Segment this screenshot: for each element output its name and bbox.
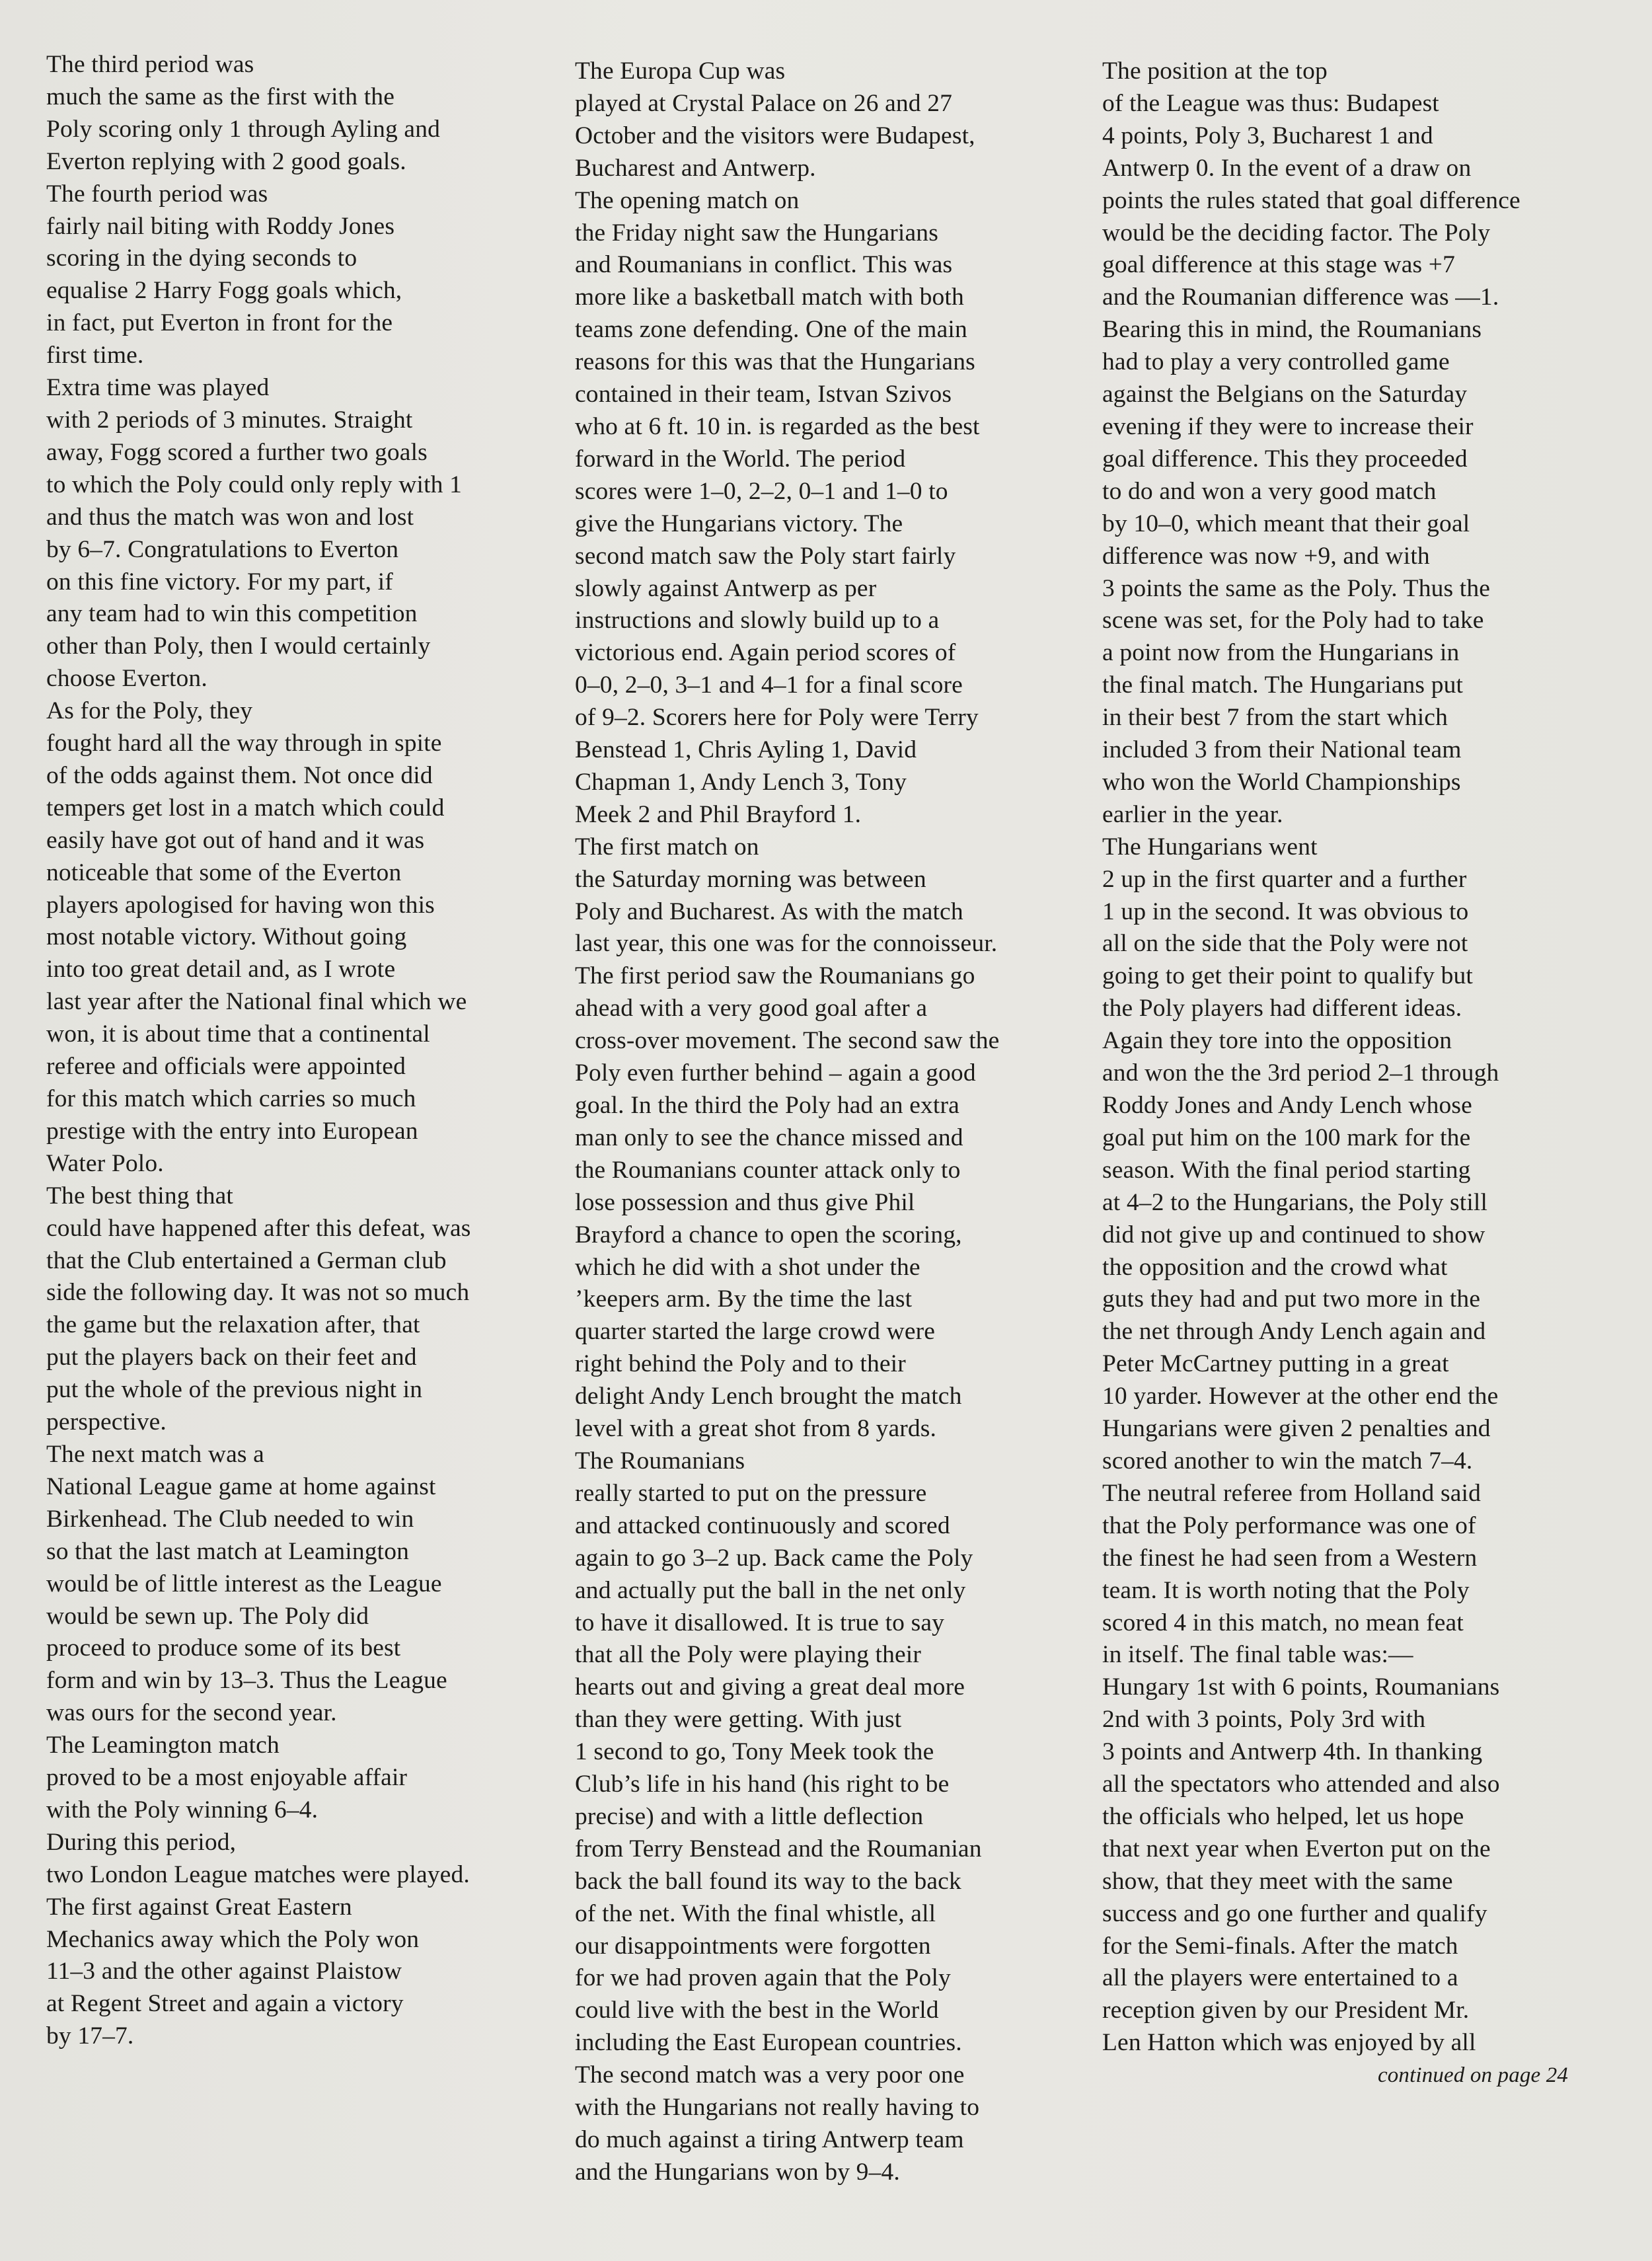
text-line: The first against Great Eastern xyxy=(46,1893,352,1921)
text-line: easily have got out of hand and it was xyxy=(46,826,425,854)
text-line: to do and won a very good match xyxy=(1102,477,1437,505)
text-line: for we had proven again that the Poly xyxy=(575,1964,951,1992)
text-line: The Leamington match xyxy=(46,1732,280,1759)
text-line: give the Hungarians victory. The xyxy=(575,510,903,537)
text-line: The Roumanians xyxy=(575,1447,745,1475)
text-line: scoring in the dying seconds to xyxy=(46,245,357,272)
article-column-1 xyxy=(46,49,548,2053)
text-line: 11–3 and the other against Plaistow xyxy=(46,1958,402,1985)
text-line: cross-over movement. The second saw the xyxy=(575,1027,1000,1055)
text-line: of 9–2. Scorers here for Poly were Terry xyxy=(575,704,979,732)
text-line: and actually put the ball in the net only xyxy=(575,1576,966,1604)
text-line: Hungarians were given 2 penalties and xyxy=(1102,1415,1491,1443)
text-line: Extra time was played xyxy=(46,374,270,402)
text-line: season. With the final period starting xyxy=(1102,1156,1471,1184)
text-line: to have it disallowed. It is true to say xyxy=(575,1609,945,1636)
text-line: last year, this one was for the connoisseur. xyxy=(575,930,998,958)
text-line: The best thing that xyxy=(46,1182,234,1209)
text-line: the Friday night saw the Hungarians xyxy=(575,219,938,247)
text-line: reasons for this was that the Hungarians xyxy=(575,348,975,376)
text-line: all the players were entertained to a xyxy=(1102,1964,1458,1992)
text-line: quarter started the large crowd were xyxy=(575,1318,936,1346)
text-line: Hungary 1st with 6 points, Roumanians xyxy=(1102,1673,1500,1701)
text-line: Bucharest and Antwerp. xyxy=(575,154,816,182)
text-line: man only to see the chance missed and xyxy=(575,1124,963,1151)
text-line: As for the Poly, they xyxy=(46,697,253,725)
text-line: than they were getting. With just xyxy=(575,1706,902,1734)
text-line: the final match. The Hungarians put xyxy=(1102,671,1464,699)
text-line: again to go 3–2 up. Back came the Poly xyxy=(575,1544,973,1572)
text-line: guts they had and put two more in the xyxy=(1102,1285,1481,1313)
text-line: 4 points, Poly 3, Bucharest 1 and xyxy=(1102,122,1433,149)
facing-page-edge xyxy=(1599,20,1652,2261)
text-line: Antwerp 0. In the event of a draw on xyxy=(1102,154,1472,182)
text-line: ahead with a very good goal after a xyxy=(575,995,928,1022)
text-line: would be of little interest as the League xyxy=(46,1570,442,1597)
text-line: instructions and slowly build up to a xyxy=(575,607,940,634)
text-line: from Terry Benstead and the Roumanian xyxy=(575,1835,982,1862)
text-line: into too great detail and, as I wrote xyxy=(46,956,396,983)
text-line: with the Poly winning 6–4. xyxy=(46,1796,319,1823)
text-line: National League game at home against xyxy=(46,1473,436,1500)
text-line: our disappointments were forgotten xyxy=(575,1932,931,1960)
text-line: two London League matches were played. xyxy=(46,1860,470,1888)
text-line: that all the Poly were playing their xyxy=(575,1641,922,1669)
text-line: prestige with the entry into European xyxy=(46,1117,418,1145)
text-line: against the Belgians on the Saturday xyxy=(1102,381,1468,408)
text-line: reception given by our President Mr. xyxy=(1102,1997,1470,2024)
text-line: During this period, xyxy=(46,1828,237,1856)
text-line: choose Everton. xyxy=(46,665,207,693)
text-line: Bearing this in mind, the Roumanians xyxy=(1102,316,1482,344)
text-line: the finest he had seen from a Western xyxy=(1102,1544,1478,1572)
text-line: Poly scoring only 1 through Ayling and xyxy=(46,115,440,143)
text-line: The position at the top xyxy=(1102,57,1328,85)
text-line: Poly and Bucharest. As with the match xyxy=(575,898,963,925)
text-line: difference was now +9, and with xyxy=(1102,542,1430,570)
text-line: all on the side that the Poly were not xyxy=(1102,930,1468,958)
text-line: perspective. xyxy=(46,1408,167,1436)
text-line: goal put him on the 100 mark for the xyxy=(1102,1124,1471,1151)
text-line: right behind the Poly and to their xyxy=(575,1350,906,1378)
text-line: and thus the match was won and lost xyxy=(46,503,414,531)
text-line: Water Polo. xyxy=(46,1149,164,1177)
text-line: earlier in the year. xyxy=(1102,800,1283,828)
text-line: goal difference at this stage was +7 xyxy=(1102,251,1456,279)
text-line: at Regent Street and again a victory xyxy=(46,1990,404,2018)
text-line: The first period saw the Roumanians go xyxy=(575,962,975,990)
text-line: of the odds against them. Not once did xyxy=(46,761,433,789)
text-line: really started to put on the pressure xyxy=(575,1479,927,1507)
text-line: for the Semi-finals. After the match xyxy=(1102,1932,1458,1960)
text-line: would be the deciding factor. The Poly xyxy=(1102,219,1491,247)
text-line: level with a great shot from 8 yards. xyxy=(575,1415,937,1443)
text-line: would be sewn up. The Poly did xyxy=(46,1602,369,1630)
text-line: could live with the best in the World xyxy=(575,1997,939,2024)
text-line: and attacked continuously and scored xyxy=(575,1512,950,1539)
text-line: 10 yarder. However at the other end the xyxy=(1102,1383,1499,1410)
text-line: fairly nail biting with Roddy Jones xyxy=(46,212,395,240)
text-line: and Roumanians in conflict. This was xyxy=(575,251,953,279)
text-line: The opening match on xyxy=(575,186,800,214)
text-line: The fourth period was xyxy=(46,180,268,208)
text-line: show, that they meet with the same xyxy=(1102,1867,1453,1895)
text-line: at 4–2 to the Hungarians, the Poly still xyxy=(1102,1188,1488,1216)
text-line: the officials who helped, let us hope xyxy=(1102,1802,1464,1830)
text-line: Everton replying with 2 good goals. xyxy=(46,147,406,175)
text-line: precise) and with a little deflection xyxy=(575,1802,924,1830)
text-line: Peter McCartney putting in a great xyxy=(1102,1350,1449,1378)
text-line: ’keepers arm. By the time the last xyxy=(575,1285,913,1313)
text-line: 2 up in the first quarter and a further xyxy=(1102,865,1467,893)
text-line: noticeable that some of the Everton xyxy=(46,859,402,886)
text-line: had to play a very controlled game xyxy=(1102,348,1450,376)
text-line: more like a basketball match with both xyxy=(575,284,964,311)
text-line: Club’s life in his hand (his right to be xyxy=(575,1771,950,1798)
text-line: so that the last match at Leamington xyxy=(46,1537,410,1565)
text-line: away, Fogg scored a further two goals xyxy=(46,438,428,466)
text-line: and the Hungarians won by 9–4. xyxy=(575,2158,900,2186)
text-line: success and go one further and qualify xyxy=(1102,1899,1487,1927)
text-line: Benstead 1, Chris Ayling 1, David xyxy=(575,736,917,764)
text-line: Meek 2 and Phil Brayford 1. xyxy=(575,800,862,828)
text-line: The third period was xyxy=(46,51,254,78)
text-line: 3 points and Antwerp 4th. In thanking xyxy=(1102,1738,1483,1766)
text-line: by 17–7. xyxy=(46,2022,134,2050)
text-line: form and win by 13–3. Thus the League xyxy=(46,1667,447,1695)
text-line: the Poly players had different ideas. xyxy=(1102,995,1462,1022)
text-line: delight Andy Lench brought the match xyxy=(575,1383,962,1410)
text-line: did not give up and continued to show xyxy=(1102,1221,1485,1248)
text-line: do much against a tiring Antwerp team xyxy=(575,2126,964,2153)
text-line: The neutral referee from Holland said xyxy=(1102,1479,1481,1507)
text-line: goal. In the third the Poly had an extra xyxy=(575,1092,959,1119)
text-line: with the Hungarians not really having to xyxy=(575,2094,980,2122)
text-line: put the whole of the previous night in xyxy=(46,1376,423,1404)
text-line: Roddy Jones and Andy Lench whose xyxy=(1102,1092,1472,1119)
text-line: who won the World Championships xyxy=(1102,768,1461,796)
text-line: the net through Andy Lench again and xyxy=(1102,1318,1486,1346)
text-line: equalise 2 Harry Fogg goals which, xyxy=(46,277,402,305)
text-line: and won the the 3rd period 2–1 through xyxy=(1102,1059,1499,1087)
text-line: 0–0, 2–0, 3–1 and 4–1 for a final score xyxy=(575,671,963,699)
text-line: tempers get lost in a match which could xyxy=(46,794,445,822)
text-line: team. It is worth noting that the Poly xyxy=(1102,1576,1470,1604)
text-line: scores were 1–0, 2–2, 0–1 and 1–0 to xyxy=(575,477,948,505)
text-line: the Roumanians counter attack only to xyxy=(575,1156,961,1184)
article-column-3 xyxy=(1102,56,1604,2092)
text-line: second match saw the Poly start fairly xyxy=(575,542,956,570)
text-line: all the spectators who attended and also xyxy=(1102,1771,1500,1798)
article-column-2 xyxy=(575,56,1084,2189)
text-line: 1 up in the second. It was obvious to xyxy=(1102,898,1469,925)
text-line: points the rules stated that goal difference xyxy=(1102,186,1521,214)
text-line: played at Crystal Palace on 26 and 27 xyxy=(575,89,953,117)
text-line: 1 second to go, Tony Meek took the xyxy=(575,1738,934,1766)
text-line: scored 4 in this match, no mean feat xyxy=(1102,1609,1464,1636)
text-line: of the net. With the final whistle, all xyxy=(575,1899,936,1927)
text-line: 3 points the same as the Poly. Thus the xyxy=(1102,574,1491,602)
text-line: and the Roumanian difference was —1. xyxy=(1102,284,1499,311)
text-line: forward in the World. The period xyxy=(575,445,906,473)
text-line: 2nd with 3 points, Poly 3rd with xyxy=(1102,1706,1426,1734)
text-line: scene was set, for the Poly had to take xyxy=(1102,607,1484,634)
text-line: The next match was a xyxy=(46,1440,264,1468)
text-line: side the following day. It was not so much xyxy=(46,1279,470,1307)
text-line: in itself. The final table was:— xyxy=(1102,1641,1413,1669)
text-line: back the ball found its way to the back xyxy=(575,1867,961,1895)
text-line: on this fine victory. For my part, if xyxy=(46,568,393,595)
text-line: Mechanics away which the Poly won xyxy=(46,1925,420,1953)
text-line: Birkenhead. The Club needed to win xyxy=(46,1505,414,1533)
text-line: was ours for the second year. xyxy=(46,1699,337,1727)
text-line: hearts out and giving a great deal more xyxy=(575,1673,965,1701)
text-line: The second match was a very poor one xyxy=(575,2061,965,2089)
text-line: proved to be a most enjoyable affair xyxy=(46,1764,408,1792)
text-line: including the East European countries. xyxy=(575,2029,962,2057)
text-line: other than Poly, then I would certainly xyxy=(46,632,431,660)
text-line: that the Club entertained a German club xyxy=(46,1246,447,1274)
text-line: teams zone defending. One of the main xyxy=(575,316,967,344)
text-line: Brayford a chance to open the scoring, xyxy=(575,1221,962,1248)
text-line: the game but the relaxation after, that xyxy=(46,1311,420,1339)
text-line: in their best 7 from the start which xyxy=(1102,704,1448,732)
text-line: in fact, put Everton in front for the xyxy=(46,309,393,337)
text-line: proceed to produce some of its best xyxy=(46,1634,401,1662)
text-line: Poly even further behind – again a good xyxy=(575,1059,976,1087)
text-line: the opposition and the crowd what xyxy=(1102,1253,1448,1281)
text-line: that next year when Everton put on the xyxy=(1102,1835,1491,1862)
text-line: Again they tore into the opposition xyxy=(1102,1027,1452,1055)
text-line: a point now from the Hungarians in xyxy=(1102,639,1460,667)
text-line: most notable victory. Without going xyxy=(46,923,407,951)
text-line: evening if they were to increase their xyxy=(1102,412,1474,440)
text-line: The Hungarians went xyxy=(1102,833,1318,861)
text-line: by 6–7. Congratulations to Everton xyxy=(46,535,399,563)
text-line: scored another to win the match 7–4. xyxy=(1102,1447,1473,1475)
text-line: victorious end. Again period scores of xyxy=(575,639,956,667)
continued-note: continued on page 24 xyxy=(1377,2063,1568,2088)
text-line: referee and officials were appointed xyxy=(46,1053,406,1081)
text-line: fought hard all the way through in spite xyxy=(46,730,442,757)
text-line: that the Poly performance was one of xyxy=(1102,1512,1476,1539)
text-line: any team had to win this competition xyxy=(46,600,418,628)
text-line: won, it is about time that a continental xyxy=(46,1020,430,1048)
text-line: The first match on xyxy=(575,833,759,861)
text-line: players apologised for having won this xyxy=(46,891,435,919)
text-line: going to get their point to qualify but xyxy=(1102,962,1473,990)
text-line: contained in their team, Istvan Szivos xyxy=(575,381,952,408)
text-line: could have happened after this defeat, was xyxy=(46,1214,471,1242)
text-line: slowly against Antwerp as per xyxy=(575,574,877,602)
text-line: last year after the National final which we xyxy=(46,988,467,1016)
text-line: Chapman 1, Andy Lench 3, Tony xyxy=(575,768,907,796)
text-line: by 10–0, which meant that their goal xyxy=(1102,510,1470,537)
text-line: first time. xyxy=(46,342,144,369)
text-line: much the same as the first with the xyxy=(46,83,394,110)
text-line: The Europa Cup was xyxy=(575,57,786,85)
text-line: put the players back on their feet and xyxy=(46,1344,417,1371)
text-line: with 2 periods of 3 minutes. Straight xyxy=(46,406,413,434)
text-line: of the League was thus: Budapest xyxy=(1102,89,1439,117)
text-line: for this match which carries so much xyxy=(46,1085,416,1112)
text-line: to which the Poly could only reply with 1 xyxy=(46,471,463,498)
text-line: which he did with a shot under the xyxy=(575,1253,920,1281)
text-line: Len Hatton which was enjoyed by all xyxy=(1102,2029,1476,2057)
text-line: included 3 from their National team xyxy=(1102,736,1462,764)
text-line: who at 6 ft. 10 in. is regarded as the best xyxy=(575,412,980,440)
text-line: October and the visitors were Budapest, xyxy=(575,122,975,149)
text-line: the Saturday morning was between xyxy=(575,865,926,893)
text-line: goal difference. This they proceeded xyxy=(1102,445,1468,473)
text-line: lose possession and thus give Phil xyxy=(575,1188,915,1216)
